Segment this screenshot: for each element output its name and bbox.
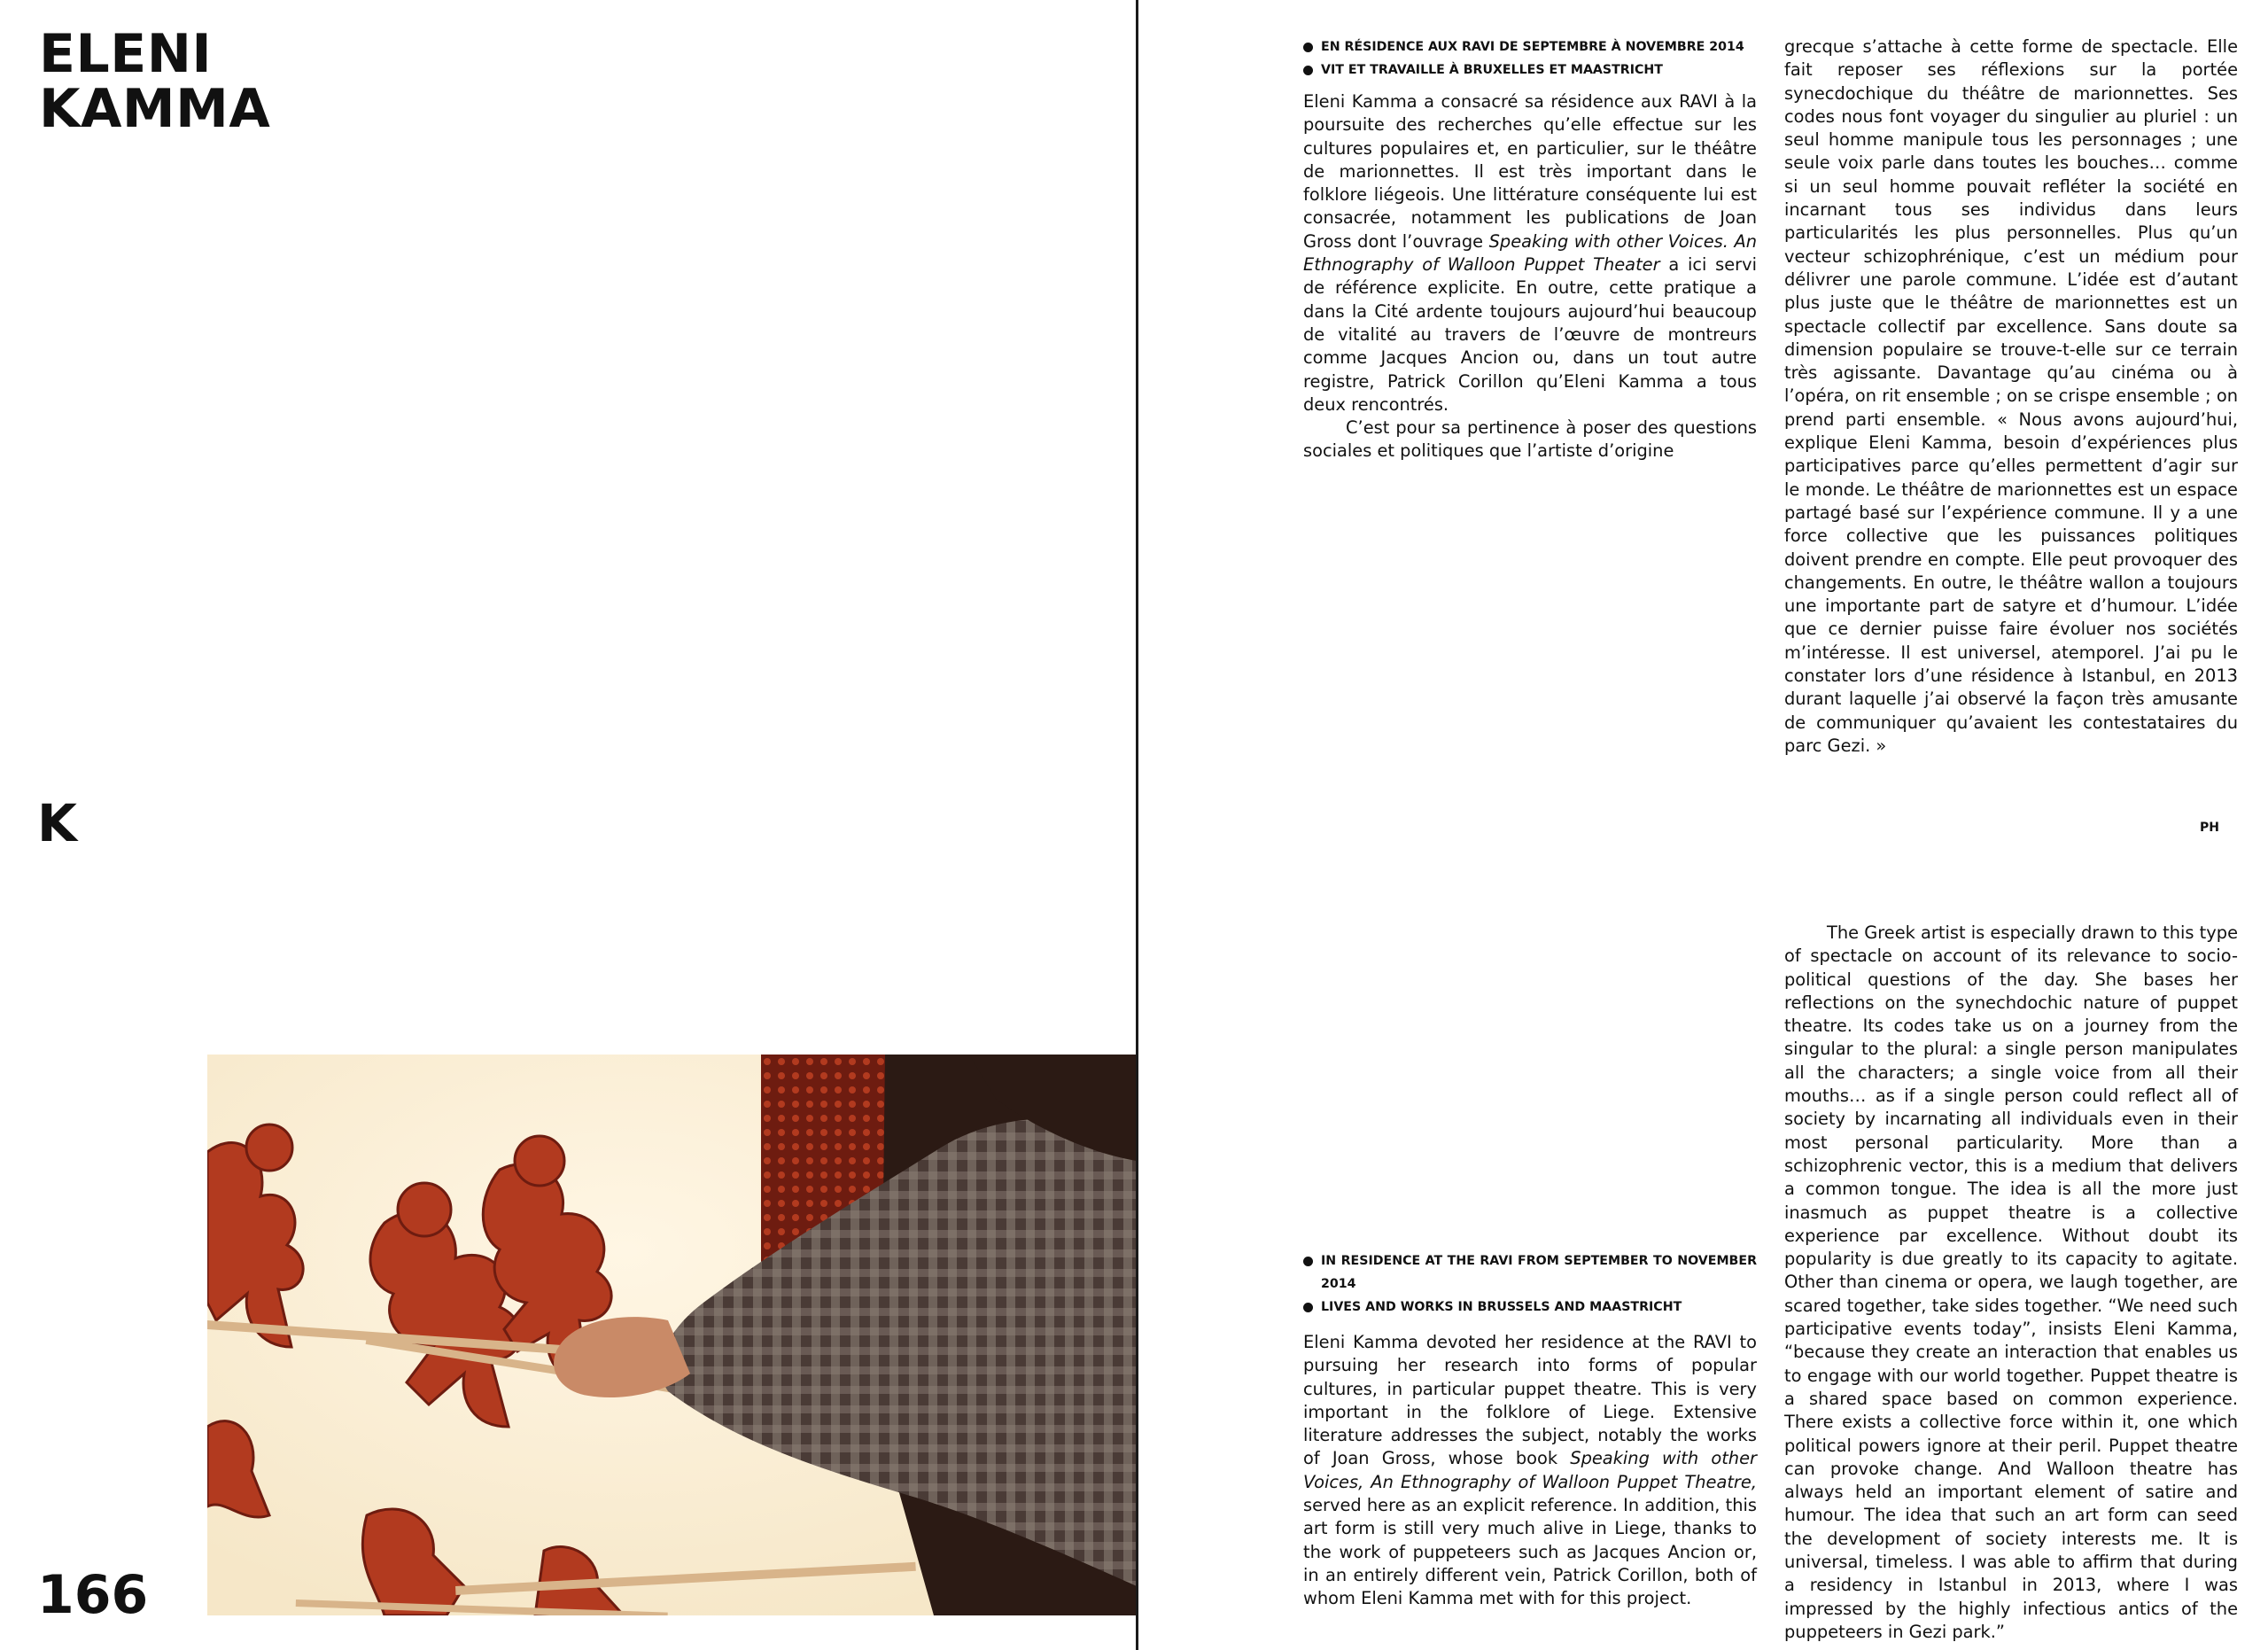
english-paragraph-1: Eleni Kamma devoted her residence at the RAVI to pursuing her research into forms of popular cultures, in particular puppet theatre. This is very important in the folklore of Liege. Extensive literature addresses the subject, notably the works of Joan Gross, whose book Speaking with other Voices, An Ethnography of Walloon Puppet Theatre, served here as an explicit reference. In addition, this art form is still very much alive in Liege, thanks to the work of puppeteers such as Jacques Ancion or, in an entirely different vein, Patrick Corillon, both of whom Eleni Kamma met with for this project. — [1303, 1332, 1758, 1609]
artist-name — [39, 23, 271, 140]
english-column-2 — [1784, 922, 2238, 1644]
french-paragraph-2-continued: grecque s’attache à cette forme de spectacle. Elle fait reposer ses réflexions sur la portée synecdochique du théâtre de marionnettes. Ses codes nous font voyager du singulier au pluriel : un seul homme manipule tous les personnages ; une seule voix parle dans toutes les bouches… comme si un seul homme pouvait refléter la société en incarnant tous ses individus dans leurs particularités les plus personnelles. Plus qu’un vecteur schizophrénique, c’est un médium pour délivrer une parole commune. L’idée est d’autant plus juste que le théâtre de marionnettes est un spectacle collectif par excellence. Sans doute sa dimension populaire se trouve-t-elle sur ce terrain très agissante. Davantage qu’au cinéma ou à l’opéra, on rit ensemble ; on se crispe ensemble ; on prend parti ensemble. « Nous avons aujourd’hui, explique Eleni Kamma, besoin d’expériences plus participatives parce qu’elles permettent d’agir sur le monde. Le théâtre de marionnettes est un espace partagé basé sur l’expérience commune. Il y a une force collective que les puissances politiques doivent prendre en compte. Elle peut provoquer des changements. En outre, le théâtre wallon a toujours une importante part de satyre et d’humour. L’idée que ce dernier puisse faire évoluer nos sociétés m’intéresse. Il est universel, atemporel. J’ai pu le constater lors d’une résidence à Istanbul, en 2013 durant laquelle j’ai observé la façon très amusante de communiquer qu’avaient les contestataires du parc Gezi. » — [1784, 36, 2238, 756]
french-paragraph-1: Eleni Kamma a consacré sa résidence aux RAVI à la poursuite des recherches qu’elle effectue sur les cultures populaires et, en particulier, sur le théâtre de marionnettes. Il est très important dans le folklore liégeois. Une littérature conséquente lui est consacrée, notamment les publications de Joan Gross dont l’ouvrage Speaking with other Voices. An Ethnography of Walloon Puppet Theater a ici servi de référence explicite. En outre, cette pratique a dans la Cité ardente toujours aujourd’hui beaucoup de vitalité au travers de l’œuvre de montreurs comme Jacques Ancion ou, dans un tout autre registre, Patrick Corillon qu’Eleni Kamma a tous deux rencontrés. — [1303, 91, 1758, 415]
puppet-theatre-photo — [207, 1055, 1137, 1615]
french-book-title: Speaking with other Voices. An Ethnography of Walloon Puppet Theater — [1303, 230, 1758, 276]
french-meta-list — [1303, 35, 1757, 82]
english-column-1 — [1303, 1249, 1757, 1611]
english-meta-residence: IN RESIDENCE AT THE RAVI FROM SEPTEMBER TO NOVEMBER 2014 — [1303, 1249, 1757, 1296]
section-letter: K — [37, 793, 77, 853]
artist-first-name: ELENI — [39, 23, 213, 85]
english-paragraph-2: The Greek artist is especially drawn to this type of spectacle on account of its relevance to socio-political questions of the day. She bases her reflections on the synechdochic nature of puppet theatre. Its codes take us on a journey from the singular to the plural: a single person manipulates all the characters; a single voice from all their mouths… as if a single person could reflect all of society by incarnating all individuals even in their most personal particularity. More than a schizophrenic vector, this is a medium that delivers a common tongue. The idea is all the more just inasmuch as puppet theatre is a collective experience par excellence. Without doubt its popularity is due greatly to its capacity to agitate. Other than cinema or opera, we laugh together, are scared together, take sides together. “We need such participative events today”, insists Eleni Kamma, “because they create an interaction that enables us to engage with our world together. Puppet theatre is a shared space based on common experience. There exists a collective force within it, one which political powers ignore at their peril. Puppet theatre can provoke change. And Walloon theatre has always held an important element of satire and humour. The idea that such an art form can seed the development of society interests me. It is universal, timeless. I was able to affirm that during a residency in Istanbul in 2013, where I was impressed by the highly infectious antics of the puppeteers in Gezi park.” — [1784, 922, 2239, 1642]
artist-last-name: KAMMA — [39, 78, 271, 140]
english-meta-list — [1303, 1249, 1757, 1319]
french-column-2 — [1784, 35, 2238, 758]
page-number: 166 — [37, 1564, 149, 1626]
author-initials: PH — [2200, 821, 2219, 835]
french-paragraph-2-start: C’est pour sa pertinence à poser des questions sociales et politiques que l’artiste d’origine — [1303, 417, 1757, 462]
english-meta-location: LIVES AND WORKS IN BRUSSELS AND MAASTRICHT — [1303, 1296, 1757, 1319]
french-meta-residence: EN RÉSIDENCE AUX RAVI DE SEPTEMBRE À NOVEMBRE 2014 — [1303, 35, 1757, 58]
english-book-title: Speaking with other Voices, An Ethnography of Walloon Puppet Theatre, — [1303, 1448, 1757, 1492]
french-meta-location: VIT ET TRAVAILLE À BRUXELLES ET MAASTRICHT — [1303, 58, 1757, 82]
french-column-1 — [1303, 35, 1757, 463]
photo-illustration — [207, 1055, 1137, 1615]
book-spine — [1136, 0, 1138, 1650]
